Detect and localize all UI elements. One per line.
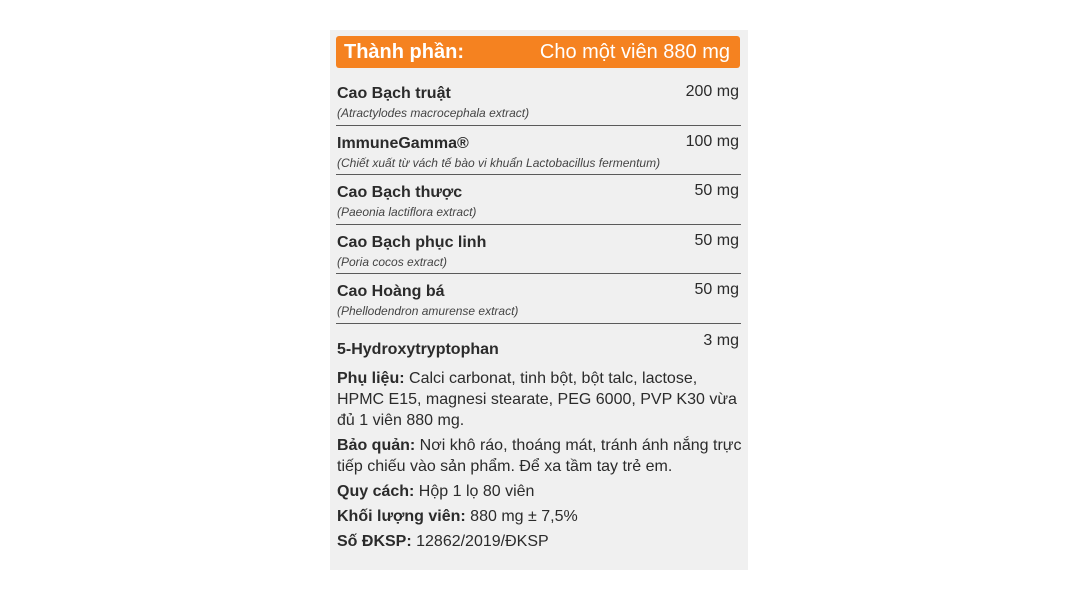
ingredient-row bbox=[336, 324, 741, 374]
ingredient-amount: 50 mg bbox=[694, 281, 739, 298]
ingredient-name: ImmuneGamma® bbox=[337, 134, 469, 152]
ingredient-amount: 50 mg bbox=[694, 182, 739, 199]
packing-info bbox=[337, 481, 742, 502]
excipients-info bbox=[337, 368, 742, 431]
ingredient-latin-name: (Phellodendron amurense extract) bbox=[337, 304, 519, 318]
header-title: Thành phần: bbox=[344, 40, 464, 63]
registration-text: 12862/2019/ĐKSP bbox=[411, 533, 549, 550]
weight-label: Khối lượng viên: bbox=[337, 508, 466, 525]
storage-info bbox=[337, 435, 742, 477]
ingredient-list bbox=[336, 76, 741, 373]
ingredient-name: Cao Bạch truật bbox=[337, 85, 451, 102]
packing-label: Quy cách: bbox=[337, 483, 415, 500]
excipients-text: Calci carbonat, tinh bột, bột talc, lactose, HPMC E15, magnesi stearate, PEG 6000, PVP K30 vừa đủ 1 viên 880 mg. bbox=[337, 370, 737, 429]
ingredient-latin-name: (Chiết xuất từ vách tế bào vi khuẩn Lactobacillus fermentum) bbox=[337, 155, 661, 170]
ingredient-row bbox=[336, 225, 741, 275]
ingredient-name: Cao Bạch thược bbox=[337, 184, 463, 201]
weight-text: 880 mg ± 7,5% bbox=[465, 508, 578, 525]
ingredient-row bbox=[336, 76, 741, 126]
ingredient-latin-name: (Poria cocos extract) bbox=[337, 254, 448, 269]
ingredient-name: Cao Bạch phục linh bbox=[337, 233, 487, 251]
weight-info bbox=[337, 506, 742, 527]
ingredient-row bbox=[336, 175, 741, 225]
ingredients-panel bbox=[330, 30, 748, 570]
ingredient-amount: 100 mg bbox=[685, 132, 739, 150]
ingredient-amount: 3 mg bbox=[703, 331, 739, 349]
ingredient-name: Cao Hoàng bá bbox=[337, 283, 445, 300]
packing-text: Hộp 1 lọ 80 viên bbox=[414, 483, 535, 500]
storage-text: Nơi khô ráo, thoáng mát, tránh ánh nắng trực tiếp chiếu vào sản phẩm. Để xa tầm tay trẻ em. bbox=[337, 437, 742, 475]
registration-info bbox=[337, 531, 742, 552]
ingredients-header bbox=[336, 36, 740, 68]
ingredient-row bbox=[336, 274, 741, 324]
ingredient-name: 5-Hydroxytryptophan bbox=[337, 340, 499, 358]
excipients-label: Phụ liệu: bbox=[337, 370, 405, 387]
ingredient-amount: 200 mg bbox=[685, 83, 739, 100]
ingredient-latin-name: (Atractylodes macrocephala extract) bbox=[337, 106, 530, 120]
product-info bbox=[337, 368, 742, 556]
ingredient-latin-name: (Paeonia lactiflora extract) bbox=[337, 205, 477, 219]
storage-label: Bảo quản: bbox=[337, 437, 416, 454]
header-per-dose: Cho một viên 880 mg bbox=[539, 40, 730, 63]
ingredient-row bbox=[336, 126, 741, 176]
registration-label: Số ĐKSP: bbox=[337, 533, 412, 550]
ingredient-amount: 50 mg bbox=[694, 231, 739, 249]
